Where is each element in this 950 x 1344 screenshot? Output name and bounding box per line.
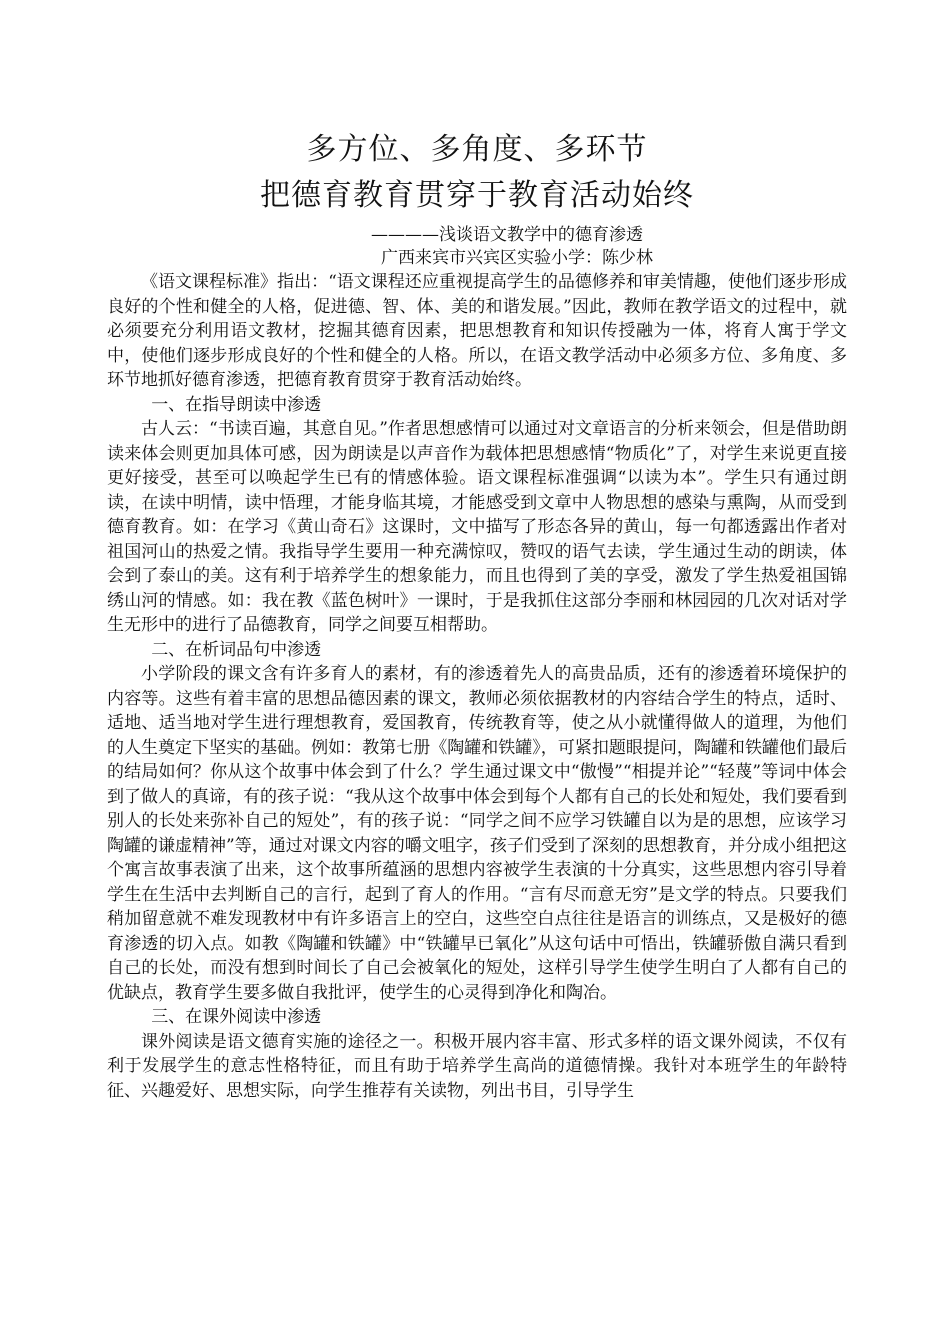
intro-paragraph: 《语文课程标准》指出：“语文课程还应重视提高学生的品德修养和审美情趣，使他们逐步形成良好的个性和健全的人格，促进德、智、体、美的和谐发展。”因此，教师在教学语文的过程中，就必须要充分利用语文教材，挖掘其德育因素，把思想教育和知识传授融为一体，将育人寓于学文中，使他们逐步形成良好的个性和健全的人格。所以，在语文教学活动中必须多方位、多角度、多环节地抓好德育渗透，把德育教育贯穿于教育活动始终。 (107, 272, 847, 390)
document-author: 广西来宾市兴宾区实验小学：陈少林 (381, 248, 653, 268)
document-page (107, 128, 847, 1103)
section-body-reading: 古人云：“书读百遍，其意自见。”作者思想感情可以通过对文章语言的分析来领会，但是借助朗读来体会则更加具体可感，因为朗读是以声音作为载体把思想感情“物质化”了，对学生来说更直接更好接受，甚至可以唤起学生已有的情感体验。语文课程标准强调“以读为本”。学生只有通过朗读，在读中明情，读中悟理，才能身临其境，才能感受到文章中人物思想的感染与熏陶，从而受到德育教育。如：在学习《黄山奇石》这课时，文中描写了形态各异的黄山，每一句都透露出作者对祖国河山的热爱之情。我指导学生要用一种充满惊叹，赞叹的语气去读，学生通过生动的朗读，体会到了泰山的美。这有利于培养学生的想象能力，而且也得到了美的享受，激发了学生热爱祖国锦绣山河的情感。如：我在教《蓝色树叶》一课时，于是我抓住这部分李丽和林园园的几次对话对学生无形中的进行了品德教育，同学之间要互相帮助。 (107, 419, 847, 635)
document-title-line1: 多方位、多角度、多环节 (306, 132, 648, 167)
section-body-extracurricular: 课外阅读是语文德育实施的途径之一。积极开展内容丰富、形式多样的语文课外阅读，不仅有利于发展学生的意志性格特征，而且有助于培养学生高尚的道德情操。我针对本班学生的年龄特征、兴趣爱好、思想实际，向学生推荐有关读物，列出书目，引导学生 (107, 1031, 847, 1101)
document-title-line2: 把德育教育贯穿于教育活动始终 (260, 178, 694, 213)
section-body-words: 小学阶段的课文含有许多育人的素材，有的渗透着先人的高贵品质，还有的渗透着环境保护的内容等。这些有着丰富的思想品德因素的课文，教师必须依据教材的内容结合学生的特点，适时、适地、适当地对学生进行理想教育，爱国教育，传统教育等，使之从小就懂得做人的道理，为他们的人生奠定下坚实的基础。例如：教第七册《陶罐和铁罐》，可紧扣题眼提问，陶罐和铁罐他们最后的结局如何？你从这个故事中体会到了什么？学生通过课文中“傲慢”“相提并论”“轻蔑”等词中体会到了做人的真谛，有的孩子说：“我从这个故事中体会到每个人都有自己的长处和短处，我们要看到别人的长处来弥补自己的短处”，有的孩子说：“同学之间不应学习铁罐自以为是的思想，应该学习陶罐的谦虚精神”等，通过对课文内容的嚼文咀字，孩子们受到了深刻的思想教育，并分成小组把这个寓言故事表演了出来，这个故事所蕴涵的思想内容被学生表演的十分真实，这些思想内容引导着学生在生活中去判断自己的言行，起到了育人的作用。“言有尽而意无穷”是文学的特点。只要我们稍加留意就不难发现教材中有许多语言上的空白，这些空白点往往是语言的训练点，又是极好的德育渗透的切入点。如教《陶罐和铁罐》中“铁罐早已氧化”从这句话中可悟出，铁罐骄傲自满只看到自己的长处，而没有想到时间长了自己会被氧化的短处，这样引导学生使学生明白了人都有自己的优缺点，教育学生要多做自我批评，使学生的心灵得到净化和陶冶。 (107, 664, 847, 1003)
section-heading-words: 二、在析词品句中渗透 (151, 639, 322, 660)
document-subtitle: ————浅谈语文教学中的德育渗透 (371, 225, 643, 245)
section-heading-extracurricular: 三、在课外阅读中渗透 (151, 1007, 322, 1027)
section-heading-reading: 一、在指导朗读中渗透 (151, 394, 322, 415)
